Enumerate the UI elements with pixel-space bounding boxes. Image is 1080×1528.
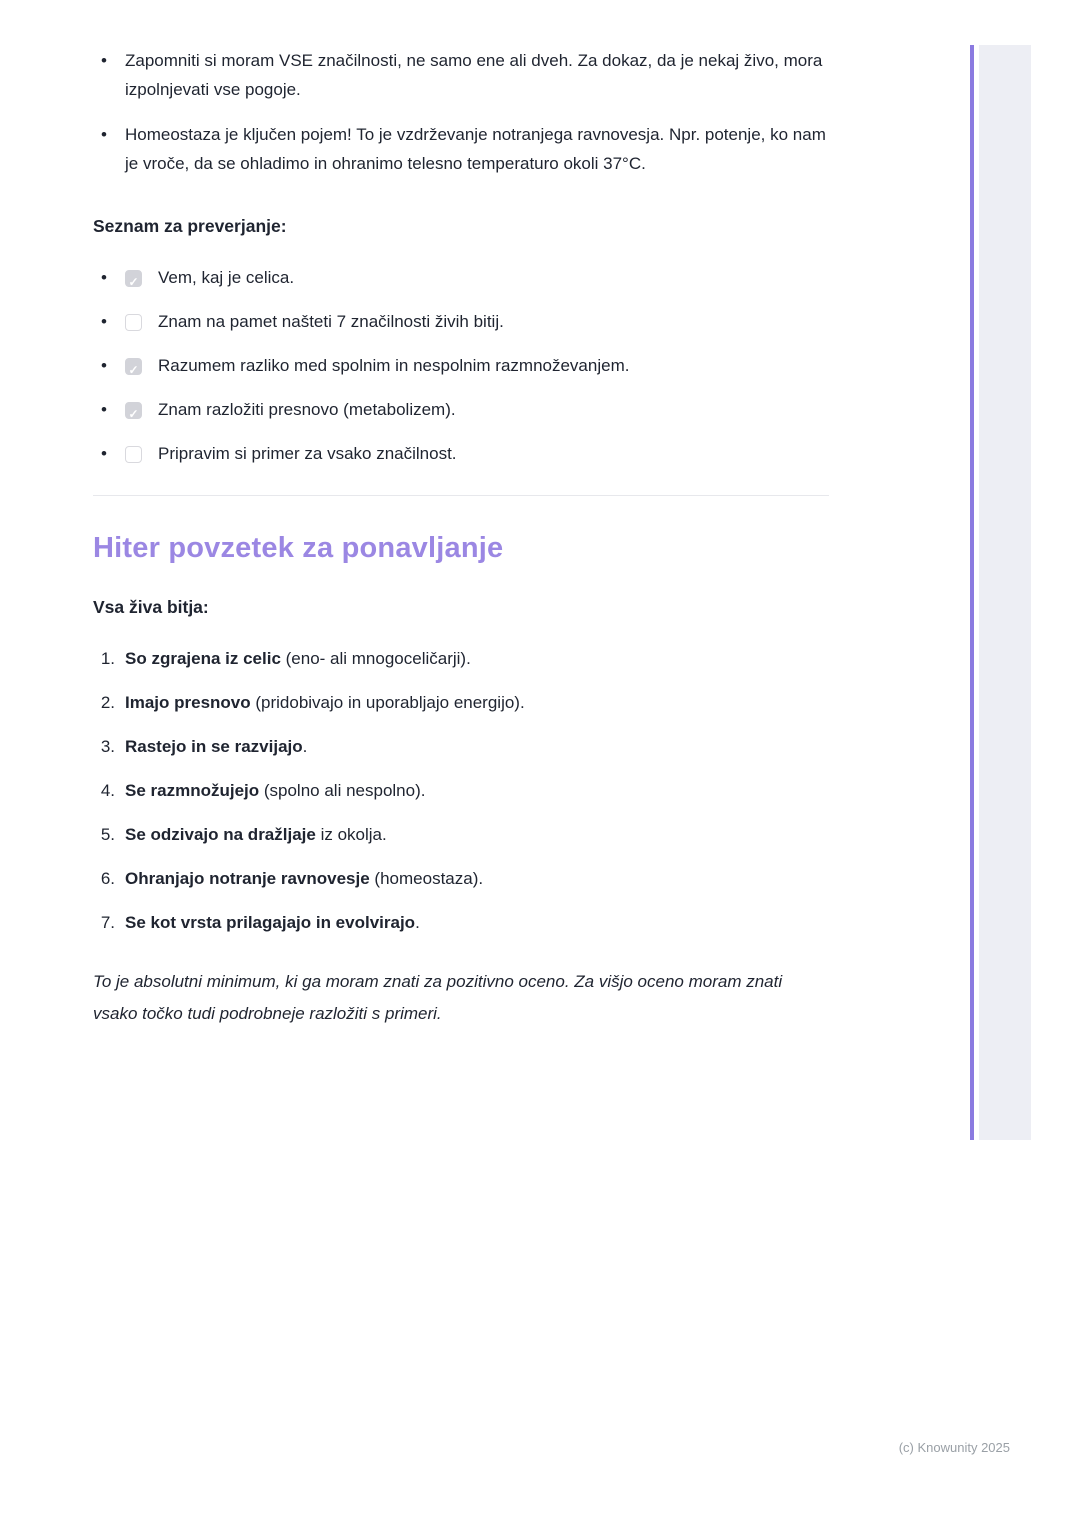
checklist-item-label: Znam na pamet našteti 7 značilnosti živih bitij. — [158, 312, 504, 331]
list-number: 2. — [100, 693, 115, 712]
numbered-item-rest: (homeostaza). — [369, 869, 484, 888]
minimum-note: To je absolutni minimum, ki ga moram znati za pozitivno oceno. Za višjo oceno moram znati vsako točko tudi podrobneje razložiti s primeri. — [93, 972, 783, 1023]
numbered-item — [93, 912, 829, 934]
checklist-item — [93, 267, 829, 289]
bullet-dot-icon: • — [101, 400, 107, 419]
bullet-text: Zapomniti si moram VSE značilnosti, ne samo ene ali dveh. Za dokaz, da je nekaj živo, mora izpolnjevati vse pogoje. — [125, 51, 823, 99]
bullet-dot-icon: • — [101, 268, 107, 287]
numbered-item — [93, 648, 829, 670]
side-scroll-panel — [979, 45, 1031, 1140]
list-number: 5. — [100, 825, 115, 844]
checklist-item-label: Razumem razliko med spolnim in nespolnim razmnoževanjem. — [158, 356, 630, 375]
checklist-item — [93, 311, 829, 333]
numbered-item — [93, 692, 829, 714]
list-number: 6. — [100, 869, 115, 888]
checkbox[interactable] — [125, 402, 142, 419]
numbered-item-rest: (eno- ali mnogoceličarji). — [280, 649, 471, 668]
bullet-item — [93, 46, 829, 104]
checkbox[interactable] — [125, 358, 142, 375]
numbered-item-text — [125, 736, 307, 758]
page-content — [93, 46, 829, 1030]
list-number: 4. — [100, 781, 115, 800]
numbered-item-bold: Se odzivajo na dražljaje — [125, 825, 316, 844]
checkbox[interactable] — [125, 314, 142, 331]
numbered-item-bold: Rastejo in se razvijajo — [125, 737, 303, 756]
bullet-dot-icon: • — [101, 125, 107, 144]
numbered-item-text — [125, 824, 387, 846]
summary-numbered-list — [93, 648, 829, 934]
numbered-item — [93, 824, 829, 846]
numbered-item-rest: (pridobivajo in uporabljajo energijo). — [250, 693, 525, 712]
bullet-dot-icon: • — [101, 444, 107, 463]
summary-subheading: Vsa živa bitja: — [93, 597, 209, 617]
vertical-accent-bar — [970, 45, 974, 1140]
numbered-item-bold: Se kot vrsta prilagajajo in evolvirajo — [125, 913, 416, 932]
copyright-footer: (c) Knowunity 2025 — [898, 1440, 1010, 1455]
checklist-item — [93, 443, 829, 465]
checkbox[interactable] — [125, 446, 142, 463]
numbered-item — [93, 736, 829, 758]
numbered-item-bold: Ohranjajo notranje ravnovesje — [125, 869, 370, 888]
checklist-title: Seznam za preverjanje: — [93, 216, 287, 236]
list-number: 1. — [100, 649, 115, 668]
numbered-item-rest: iz okolja. — [315, 825, 387, 844]
numbered-item-text — [125, 648, 471, 670]
bullet-dot-icon: • — [101, 51, 107, 70]
bullet-dot-icon: • — [101, 356, 107, 375]
numbered-item-rest: . — [302, 737, 308, 756]
list-number: 3. — [100, 737, 115, 756]
numbered-item-rest: . — [415, 913, 420, 932]
numbered-item-text — [125, 780, 425, 802]
checklist — [93, 267, 829, 465]
checklist-item-label: Vem, kaj je celica. — [158, 268, 295, 287]
numbered-item-text — [125, 912, 420, 934]
section-divider — [93, 495, 829, 496]
checklist-item-label: Znam razložiti presnovo (metabolizem). — [158, 400, 456, 419]
checklist-item — [93, 355, 829, 377]
numbered-item-text — [125, 868, 483, 890]
numbered-item-bold: Imajo presnovo — [125, 693, 251, 712]
bullet-item — [93, 120, 829, 178]
checklist-item-label: Pripravim si primer za vsako značilnost. — [158, 444, 457, 463]
numbered-item — [93, 868, 829, 890]
numbered-item — [93, 780, 829, 802]
summary-heading: Hiter povzetek za ponavljanje — [93, 532, 504, 564]
checklist-item — [93, 399, 829, 421]
numbered-item-bold: Se razmnožujejo — [125, 781, 260, 800]
list-number: 7. — [100, 913, 115, 932]
numbered-item-text — [125, 692, 525, 714]
numbered-item-rest: (spolno ali nespolno). — [259, 781, 426, 800]
numbered-item-bold: So zgrajena iz celic — [125, 649, 281, 668]
bullet-text: Homeostaza je ključen pojem! To je vzdrževanje notranjega ravnovesja. Npr. potenje, ko nam je vroče, da se ohladimo in ohranimo telesno temperaturo okoli 37°C. — [125, 125, 826, 173]
bullet-dot-icon: • — [101, 312, 107, 331]
checkbox[interactable] — [125, 270, 142, 287]
intro-bullet-list — [93, 46, 829, 178]
